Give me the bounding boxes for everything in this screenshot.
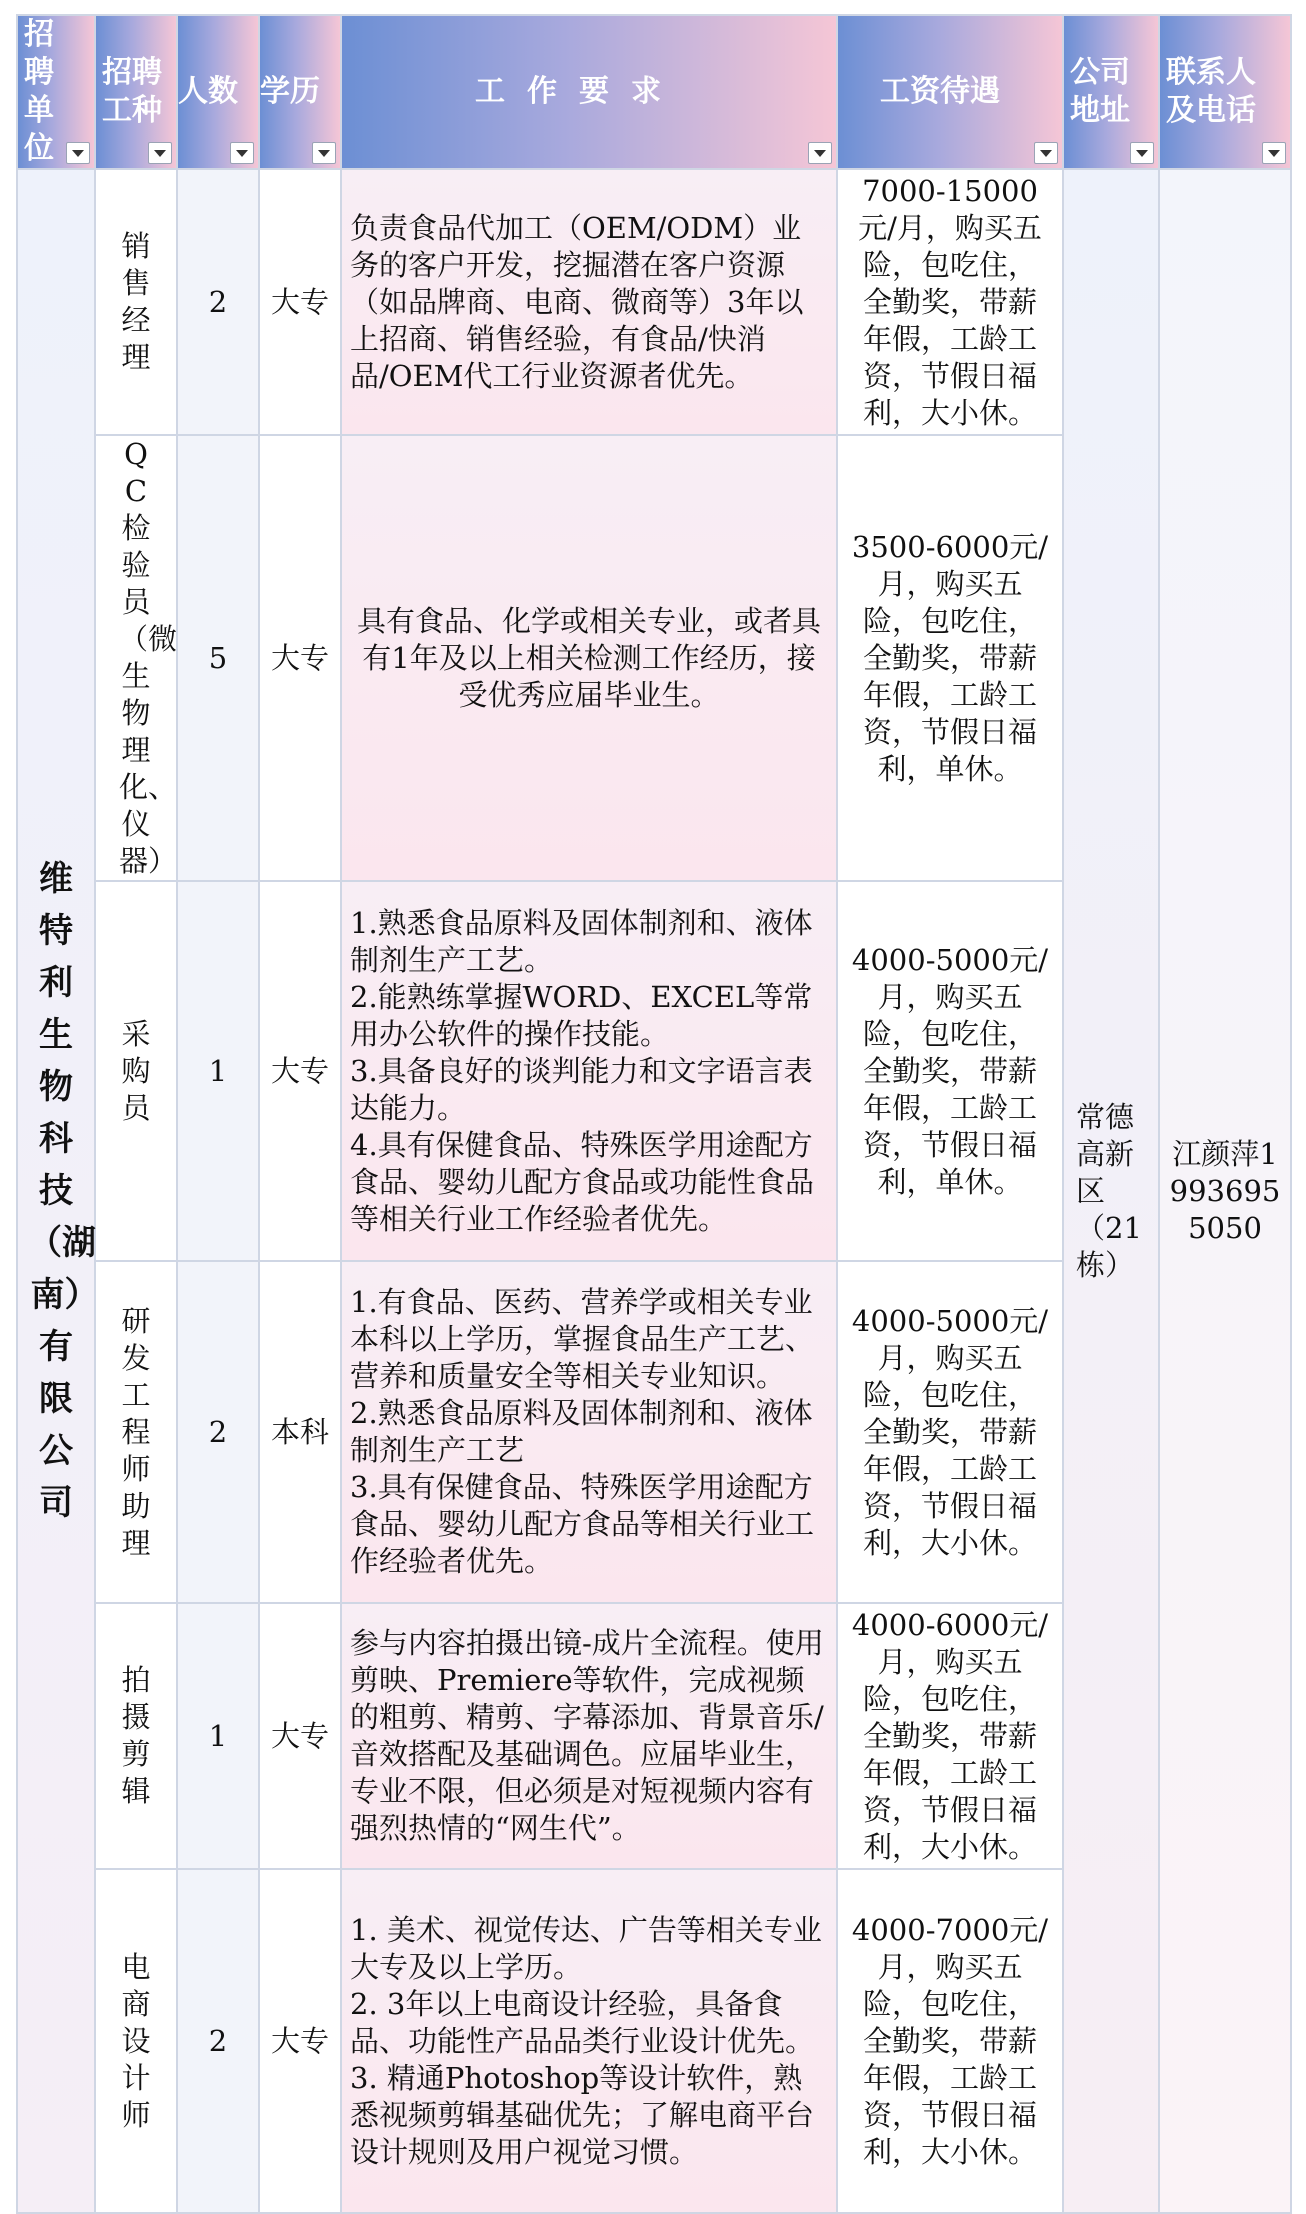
job-count[interactable]: 5 xyxy=(177,435,259,881)
job-salary[interactable]: 7000-15000元/月，购买五险，包吃住，全勤奖，带薪年假，工龄工资，节假日福利，大小休。 xyxy=(837,169,1063,435)
filter-dropdown-icon[interactable] xyxy=(1262,142,1286,164)
job-count[interactable]: 2 xyxy=(177,1869,259,2213)
job-title[interactable]: 电商设计师 xyxy=(95,1869,177,2213)
job-count[interactable]: 2 xyxy=(177,1261,259,1603)
filter-dropdown-icon[interactable] xyxy=(1130,142,1154,164)
table-row xyxy=(17,169,1291,435)
job-education[interactable]: 大专 xyxy=(259,435,341,881)
header-company[interactable]: 招聘单位 xyxy=(17,15,95,169)
header-salary[interactable]: 工资待遇 xyxy=(837,15,1063,169)
job-title[interactable]: 采购员 xyxy=(95,881,177,1261)
filter-dropdown-icon[interactable] xyxy=(66,142,90,164)
job-salary[interactable]: 4000-5000元/月，购买五险，包吃住，全勤奖，带薪年假，工龄工资，节假日福利，大小休。 xyxy=(837,1261,1063,1603)
header-row xyxy=(17,15,1291,169)
filter-dropdown-icon[interactable] xyxy=(148,142,172,164)
job-education[interactable]: 大专 xyxy=(259,881,341,1261)
job-count[interactable]: 1 xyxy=(177,881,259,1261)
job-requirements[interactable]: 1. 美术、视觉传达、广告等相关专业大专及以上学历。 2. 3年以上电商设计经验，具备食品、功能性产品品类行业设计优先。 3. 精通Photoshop等设计软件，熟悉视频剪辑基础优先；了解电商平台设计规则及用户视觉习惯。 xyxy=(341,1869,837,2213)
job-salary[interactable]: 4000-6000元/月，购买五险，包吃住，全勤奖，带薪年假，工龄工资，节假日福利，大小休。 xyxy=(837,1603,1063,1869)
job-requirements[interactable]: 1.有食品、医药、营养学或相关专业本科以上学历，掌握食品生产工艺、营养和质量安全等相关专业知识。 2.熟悉食品原料及固体制剂和、液体制剂生产工艺 3.具有保健食品、特殊医学用途配方食品、婴幼儿配方食品等相关行业工作经验者优先。 xyxy=(341,1261,837,1603)
header-requirements[interactable]: 工作要求 xyxy=(341,15,837,169)
header-contact[interactable]: 联系人及电话 xyxy=(1159,15,1291,169)
filter-dropdown-icon[interactable] xyxy=(1034,142,1058,164)
job-title[interactable]: 销售经理 xyxy=(95,169,177,435)
job-requirements[interactable]: 1.熟悉食品原料及固体制剂和、液体制剂生产工艺。 2.能熟练掌握WORD、EXCEL等常用办公软件的操作技能。 3.具备良好的谈判能力和文字语言表达能力。 4.具有保健食品、特殊医学用途配方食品、婴幼儿配方食品或功能性食品等相关行业工作经验者优先。 xyxy=(341,881,837,1261)
header-address[interactable]: 公司地址 xyxy=(1063,15,1159,169)
job-requirements[interactable]: 负责食品代加工（OEM/ODM）业务的客户开发，挖掘潜在客户资源（如品牌商、电商、微商等）3年以上招商、销售经验，有食品/快消品/OEM代工行业资源者优先。 xyxy=(341,169,837,435)
recruitment-table xyxy=(16,14,1292,2214)
filter-dropdown-icon[interactable] xyxy=(312,142,336,164)
job-salary[interactable]: 3500-6000元/月，购买五险，包吃住，全勤奖，带薪年假，工龄工资，节假日福利，单休。 xyxy=(837,435,1063,881)
job-title[interactable]: QC检验员（微生物理化、仪器） xyxy=(95,435,177,881)
contact-info[interactable]: 江颜萍19936955050 xyxy=(1159,169,1291,2213)
job-education[interactable]: 大专 xyxy=(259,169,341,435)
filter-dropdown-icon[interactable] xyxy=(808,142,832,164)
job-education[interactable]: 本科 xyxy=(259,1261,341,1603)
job-title[interactable]: 研发工程师助理 xyxy=(95,1261,177,1603)
header-education[interactable]: 学历 xyxy=(259,15,341,169)
company-address[interactable]: 常德高新区（21栋） xyxy=(1063,169,1159,2213)
job-count[interactable]: 1 xyxy=(177,1603,259,1869)
job-salary[interactable]: 4000-7000元/月，购买五险，包吃住，全勤奖，带薪年假，工龄工资，节假日福利，大小休。 xyxy=(837,1869,1063,2213)
job-education[interactable]: 大专 xyxy=(259,1869,341,2213)
header-count[interactable]: 人数 xyxy=(177,15,259,169)
job-education[interactable]: 大专 xyxy=(259,1603,341,1869)
job-title[interactable]: 拍摄剪辑 xyxy=(95,1603,177,1869)
job-count[interactable]: 2 xyxy=(177,169,259,435)
company-name[interactable]: 维特利生物科技（湖南）有限公司 xyxy=(17,169,95,2213)
filter-dropdown-icon[interactable] xyxy=(230,142,254,164)
header-title[interactable]: 招聘工种 xyxy=(95,15,177,169)
job-requirements[interactable]: 具有食品、化学或相关专业，或者具有1年及以上相关检测工作经历，接受优秀应届毕业生。 xyxy=(341,435,837,881)
job-requirements[interactable]: 参与内容拍摄出镜-成片全流程。使用剪映、Premiere等软件，完成视频的粗剪、精剪、字幕添加、背景音乐/音效搭配及基础调色。应届毕业生，专业不限，但必须是对短视频内容有强烈热情的“网生代”。 xyxy=(341,1603,837,1869)
job-salary[interactable]: 4000-5000元/月，购买五险，包吃住，全勤奖，带薪年假，工龄工资，节假日福利，单休。 xyxy=(837,881,1063,1261)
